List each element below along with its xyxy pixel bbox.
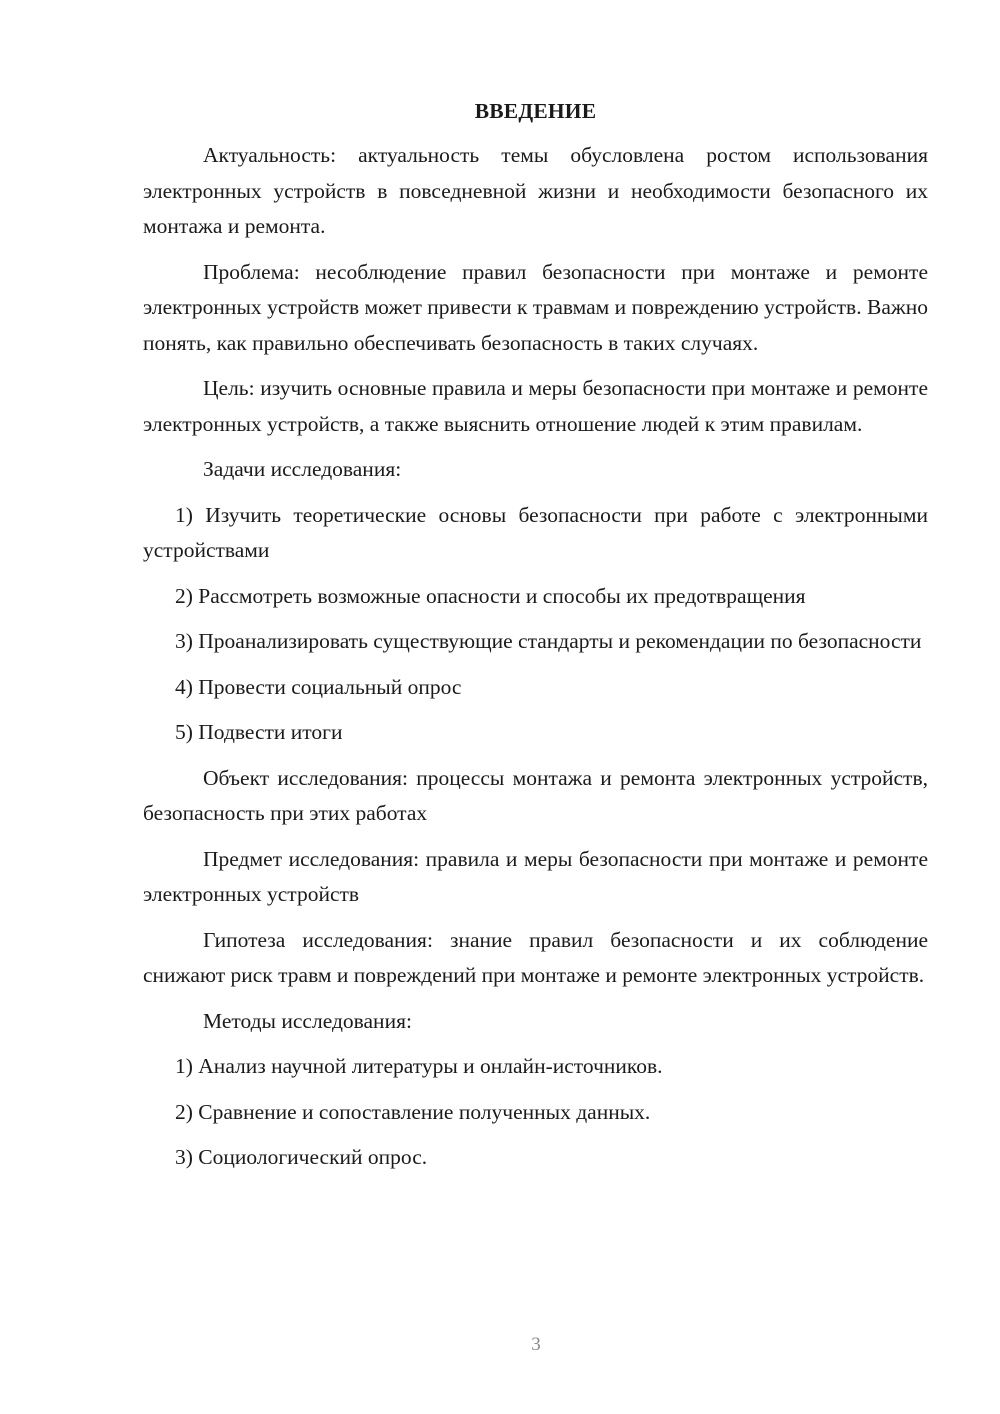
goal-paragraph: Цель: изучить основные правила и меры безопасности при монтаже и ремонте электронных устройств, а также выяснить отношение людей к этим правилам.	[143, 376, 928, 436]
hypothesis-paragraph: Гипотеза исследования: знание правил безопасности и их соблюдение снижают риск травм и повреждений при монтаже и ремонте электронных устройств.	[143, 927, 928, 987]
method-item: 1) Анализ научной литературы и онлайн-источников.	[175, 1054, 663, 1078]
task-item: 4) Провести социальный опрос	[175, 674, 462, 699]
method-item: 2) Сравнение и сопоставление полученных данных.	[175, 1099, 651, 1124]
task-item: 5) Подвести итоги	[175, 720, 343, 744]
task-item: 3) Проанализировать существующие стандарты и рекомендации по безопасности	[175, 629, 922, 653]
document-title: ВВЕДЕНИЕ	[474, 99, 597, 123]
page-number: 3	[531, 1334, 541, 1355]
task-item: 2) Рассмотреть возможные опасности и способы их предотвращения	[175, 583, 806, 608]
relevance-paragraph: Актуальность: актуальность темы обусловлена ростом использования электронных устройств в повседневной жизни и необходимости безопасного их монтажа и ремонта.	[143, 143, 928, 238]
tasks-heading: Задачи исследования:	[203, 457, 402, 481]
method-item: 3) Социологический опрос.	[175, 1145, 428, 1169]
methods-heading: Методы исследования:	[203, 1008, 412, 1033]
subject-paragraph: Предмет исследования: правила и меры безопасности при монтаже и ремонте электронных устройств	[143, 846, 928, 906]
task-item: 1) Изучить теоретические основы безопасности при работе с электронными устройствами	[143, 502, 928, 562]
document-page	[143, 96, 928, 1186]
object-paragraph: Объект исследования: процессы монтажа и ремонта электронных устройств, безопасность при этих работах	[143, 765, 928, 825]
problem-paragraph: Проблема: несоблюдение правил безопасности при монтаже и ремонте электронных устройств может привести к травмам и повреждению устройств. Важно понять, как правильно обеспечивать безопасность в таких случаях.	[143, 259, 928, 355]
